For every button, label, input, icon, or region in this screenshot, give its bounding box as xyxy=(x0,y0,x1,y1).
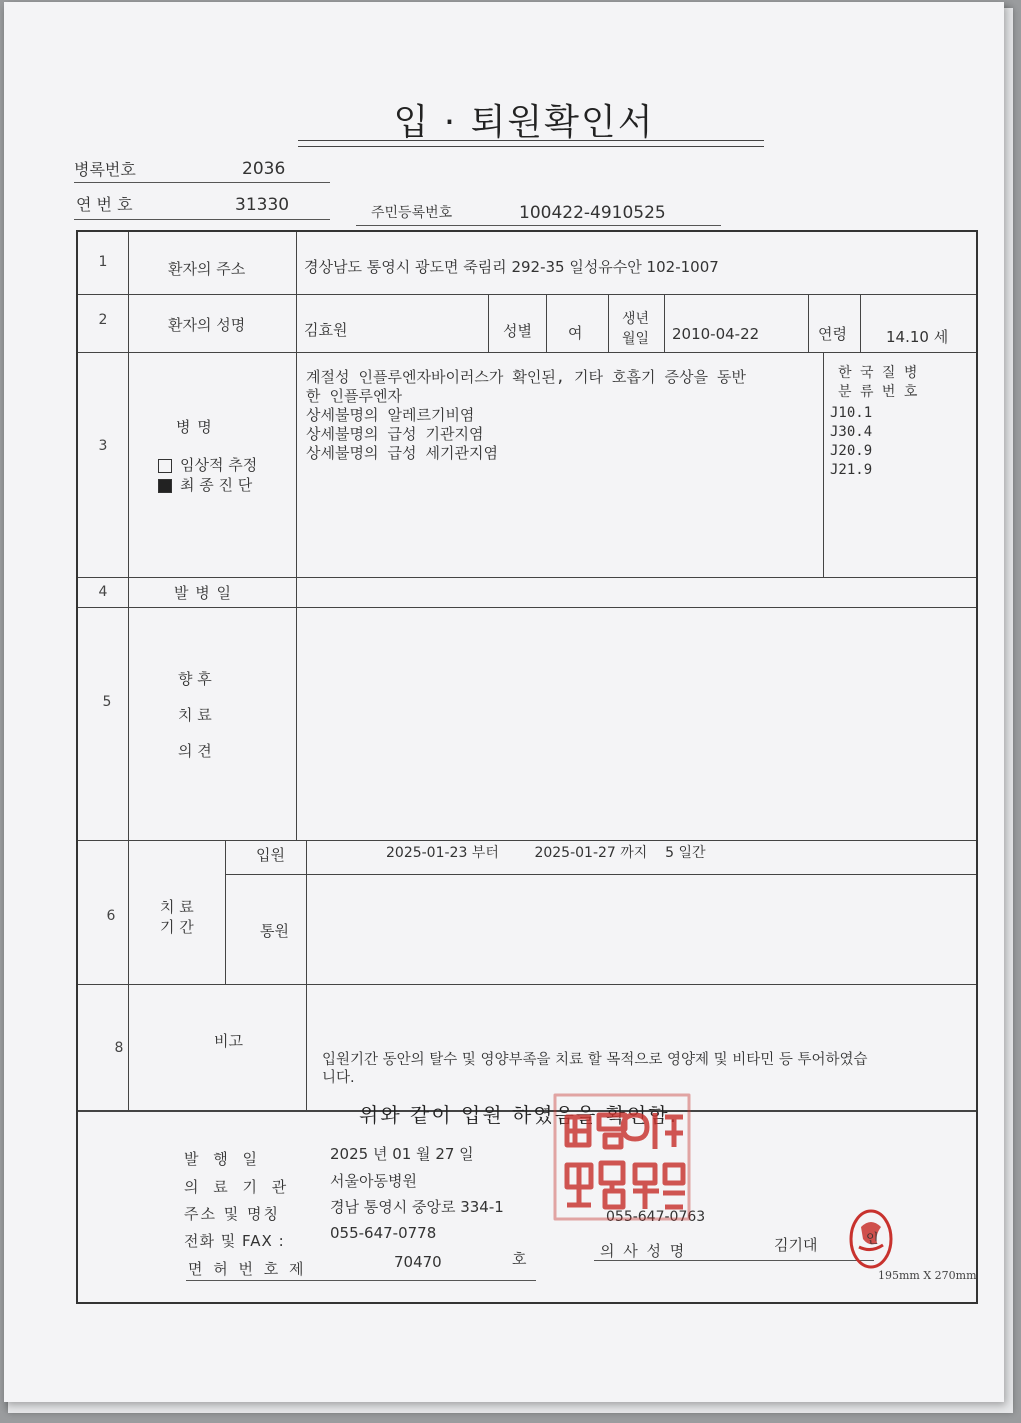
sex-label: 성별 xyxy=(503,322,532,340)
kcd-code: J30.4 xyxy=(830,424,873,440)
checkbox-empty-icon xyxy=(158,459,172,473)
seal-char: 인 xyxy=(866,1232,879,1247)
phone-number: 055-647-0778 xyxy=(330,1224,437,1242)
name-label: 환자의 성명 xyxy=(168,316,246,334)
issue-date: 2025 년 01 월 27 일 xyxy=(330,1145,474,1163)
license-suffix: 호 xyxy=(512,1250,527,1268)
row-number: 6 xyxy=(106,908,116,924)
treatment-label: 치 료 xyxy=(178,706,212,724)
institution-name: 서울아동병원 xyxy=(330,1172,417,1190)
institution-address: 경남 통영시 중앙로 334-1 xyxy=(330,1198,504,1216)
birth-label: 월일 xyxy=(622,331,650,347)
checkbox-final[interactable]: 최 종 진 단 xyxy=(158,474,252,495)
kcd-code: J21.9 xyxy=(830,462,873,478)
row-number: 8 xyxy=(114,1040,124,1056)
document-sheet xyxy=(4,2,1004,1402)
row-number: 2 xyxy=(98,312,108,328)
record-no-value: 2036 xyxy=(242,159,286,179)
checkbox-filled-icon xyxy=(158,479,172,493)
birth-date: 2010-04-22 xyxy=(672,325,760,343)
record-no-label: 병록번호 xyxy=(74,160,136,179)
doctor-name: 김기대 xyxy=(774,1236,818,1254)
resident-no-label: 주민등록번호 xyxy=(371,205,453,221)
serial-no-line xyxy=(74,219,330,220)
hospital-seal-icon xyxy=(547,1087,697,1227)
doctor-label: 의 사 성 명 xyxy=(600,1242,687,1260)
patient-name: 김효원 xyxy=(304,321,348,339)
prognosis-label: 향 후 xyxy=(178,670,212,688)
birth-label: 생년 xyxy=(622,311,650,327)
period-label: 기 간 xyxy=(160,918,194,936)
patient-address: 경상남도 통영시 광도면 죽림리 292-35 일성유수안 102-1007 xyxy=(304,258,719,276)
kcd-code: J20.9 xyxy=(830,443,873,459)
outpatient-label: 통원 xyxy=(260,922,289,940)
record-no-line xyxy=(74,182,330,183)
remarks-label: 비고 xyxy=(214,1032,243,1050)
document-title: 입 · 퇴원확인서 xyxy=(393,102,655,143)
period-label: 치 료 xyxy=(160,898,194,916)
diagnosis-line: 상세불명의 급성 기관지염 xyxy=(306,425,484,443)
row-number: 5 xyxy=(102,694,112,710)
admission-period: 2025-01-23 부터 2025-01-27 까지 5 일간 xyxy=(386,845,706,861)
row-number: 1 xyxy=(98,254,108,270)
kcd-label: 한 국 질 병 분 류 번 호 xyxy=(838,365,918,400)
diagnosis-line: 상세불명의 급성 세기관지염 xyxy=(306,444,498,462)
license-label: 면 허 번 호 제 xyxy=(188,1260,307,1278)
serial-no-label: 연 번 호 xyxy=(76,195,133,214)
patient-sex: 여 xyxy=(568,324,583,342)
issue-date-label: 발 행 일 xyxy=(184,1150,263,1168)
diagnosis-line: 한 인플루엔자 xyxy=(306,387,402,405)
doctor-line xyxy=(594,1260,874,1261)
row-number: 4 xyxy=(98,584,108,600)
license-number: 70470 xyxy=(394,1253,442,1271)
row-number: 3 xyxy=(98,438,108,454)
title-underline xyxy=(298,140,764,141)
title-underline xyxy=(298,146,764,147)
form-table xyxy=(76,230,978,1304)
address-label: 환자의 주소 xyxy=(168,260,246,278)
resident-no-line xyxy=(356,225,721,226)
license-line xyxy=(186,1280,536,1281)
onset-label: 발 병 일 xyxy=(174,584,233,602)
kcd-codes xyxy=(830,404,872,480)
patient-age: 14.10 세 xyxy=(886,328,949,346)
diagnosis-line: 상세불명의 알레르기비염 xyxy=(306,406,475,424)
remarks-note: 니다. xyxy=(322,1070,355,1086)
admission-label: 입원 xyxy=(256,846,285,864)
remarks-note: 입원기간 동안의 탈수 및 영양부족을 치료 할 목적으로 영양제 및 비타민 등 투어하였습 xyxy=(322,1052,868,1068)
disease-label: 병 명 xyxy=(176,418,213,436)
institution-label: 의 료 기 관 xyxy=(184,1178,292,1196)
address-label: 주소 및 명칭 xyxy=(184,1205,280,1223)
fax-number: 055-647-0763 xyxy=(606,1209,706,1225)
age-label: 연령 xyxy=(818,325,847,343)
kcd-code: J10.1 xyxy=(830,405,873,421)
diagnosis-list xyxy=(306,368,746,463)
serial-no-value: 31330 xyxy=(235,195,290,215)
phone-label: 전화 및 FAX : xyxy=(184,1232,285,1250)
opinion-label: 의 견 xyxy=(178,742,212,760)
diagnosis-line: 계절성 인플루엔자바이러스가 확인된, 기타 호흡기 증상을 동반 xyxy=(306,368,746,386)
paper-size-note: 195mm X 270mm xyxy=(878,1269,977,1282)
confirmation-text: 위와 같이 입원 하였음을 확인함. xyxy=(359,1103,678,1127)
checkbox-clinical[interactable]: 임상적 추정 xyxy=(158,454,257,475)
resident-no-value: 100422-4910525 xyxy=(519,203,666,223)
